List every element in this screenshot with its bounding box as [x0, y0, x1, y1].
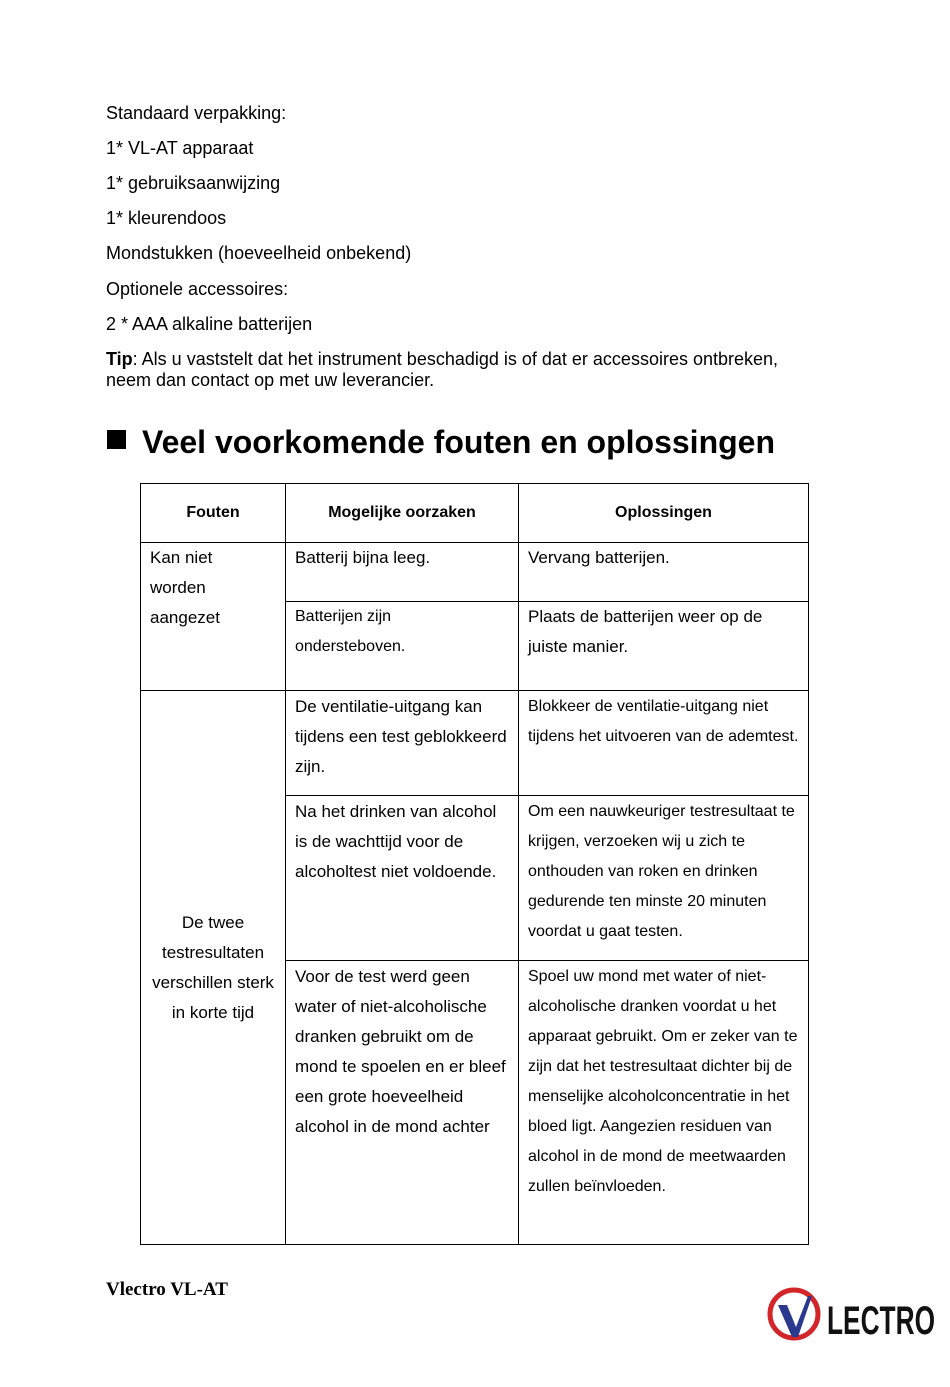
packaging-item: 1* kleurendoos [106, 208, 227, 228]
cause-cell: Voor de test werd geen water of niet-alcoholische dranken gebruikt om de mond te spoelen en er bleef een grote hoeveelheid alcohol in de mond achter [286, 961, 519, 1245]
solution-cell: Om een nauwkeuriger testresultaat te krijgen, verzoeken wij u zich te onthouden van roken en drinken gedurende ten minste 20 minuten voordat u gaat testen. [519, 796, 809, 961]
footer-product-name: Vlectro VL-AT [106, 1279, 228, 1300]
column-header-causes: Mogelijke oorzaken [286, 484, 519, 543]
cause-cell: Batterij bijna leeg. [286, 543, 519, 602]
tip-text: : Als u vaststelt dat het instrument beschadigd is of dat er accessoires ontbreken, neem dan contact op met uw leverancier. [106, 349, 779, 390]
packaging-item: Mondstukken (hoeveelheid onbekend) [106, 243, 412, 263]
fault-cell [141, 691, 286, 1245]
packaging-item: 1* gebruiksaanwijzing [106, 173, 281, 193]
vlectro-logo [765, 1284, 937, 1344]
logo-wordmark: LECTRO [827, 1299, 935, 1343]
optional-accessories-title: Optionele accessoires: [106, 279, 289, 299]
fault-cell [141, 543, 286, 691]
table-row [141, 691, 809, 796]
optional-item: 2 * AAA alkaline batterijen [106, 314, 313, 334]
column-header-faults: Fouten [141, 484, 286, 543]
logo-mark-icon [770, 1290, 818, 1338]
column-header-solutions: Oplossingen [519, 484, 809, 543]
faults-table [140, 483, 809, 1245]
table-header-row [141, 484, 809, 543]
cause-text: Batterijen zijn ondersteboven. [295, 608, 406, 655]
packaging-title: Standaard verpakking: [106, 103, 287, 123]
fault-text: Kan niet worden aangezet [150, 548, 220, 627]
fault-text: De twee testresultaten verschillen sterk in korte tijd [152, 912, 274, 1022]
solution-cell: Plaats de batterijen weer op de juiste manier. [519, 602, 809, 691]
solution-cell: Spoel uw mond met water of niet-alcoholische dranken voordat u het apparaat gebruikt. Om er zeker van te zijn dat het testresultaat dichter bij de menselijke alcoholconcentratie in het bloed ligt. Aangezien residuen van alcohol in de mond de meetwaarden zullen beïnvloeden. [519, 961, 809, 1245]
packaging-item: 1* VL-AT apparaat [106, 138, 254, 158]
solution-cell: Vervang batterijen. [519, 543, 809, 602]
section-title: Veel voorkomende fouten en oplossingen [142, 424, 775, 460]
square-bullet-icon [107, 430, 126, 449]
solution-cell: Blokkeer de ventilatie-uitgang niet tijdens het uitvoeren van de ademtest. [519, 691, 809, 796]
cause-cell: De ventilatie-uitgang kan tijdens een test geblokkeerd zijn. [286, 691, 519, 796]
cause-cell: Na het drinken van alcohol is de wachttijd voor de alcoholtest niet voldoende. [286, 796, 519, 961]
section-heading [107, 420, 775, 464]
cause-cell [286, 602, 519, 691]
tip-paragraph [106, 349, 826, 391]
table-row [141, 543, 809, 602]
tip-label: Tip [106, 349, 133, 369]
